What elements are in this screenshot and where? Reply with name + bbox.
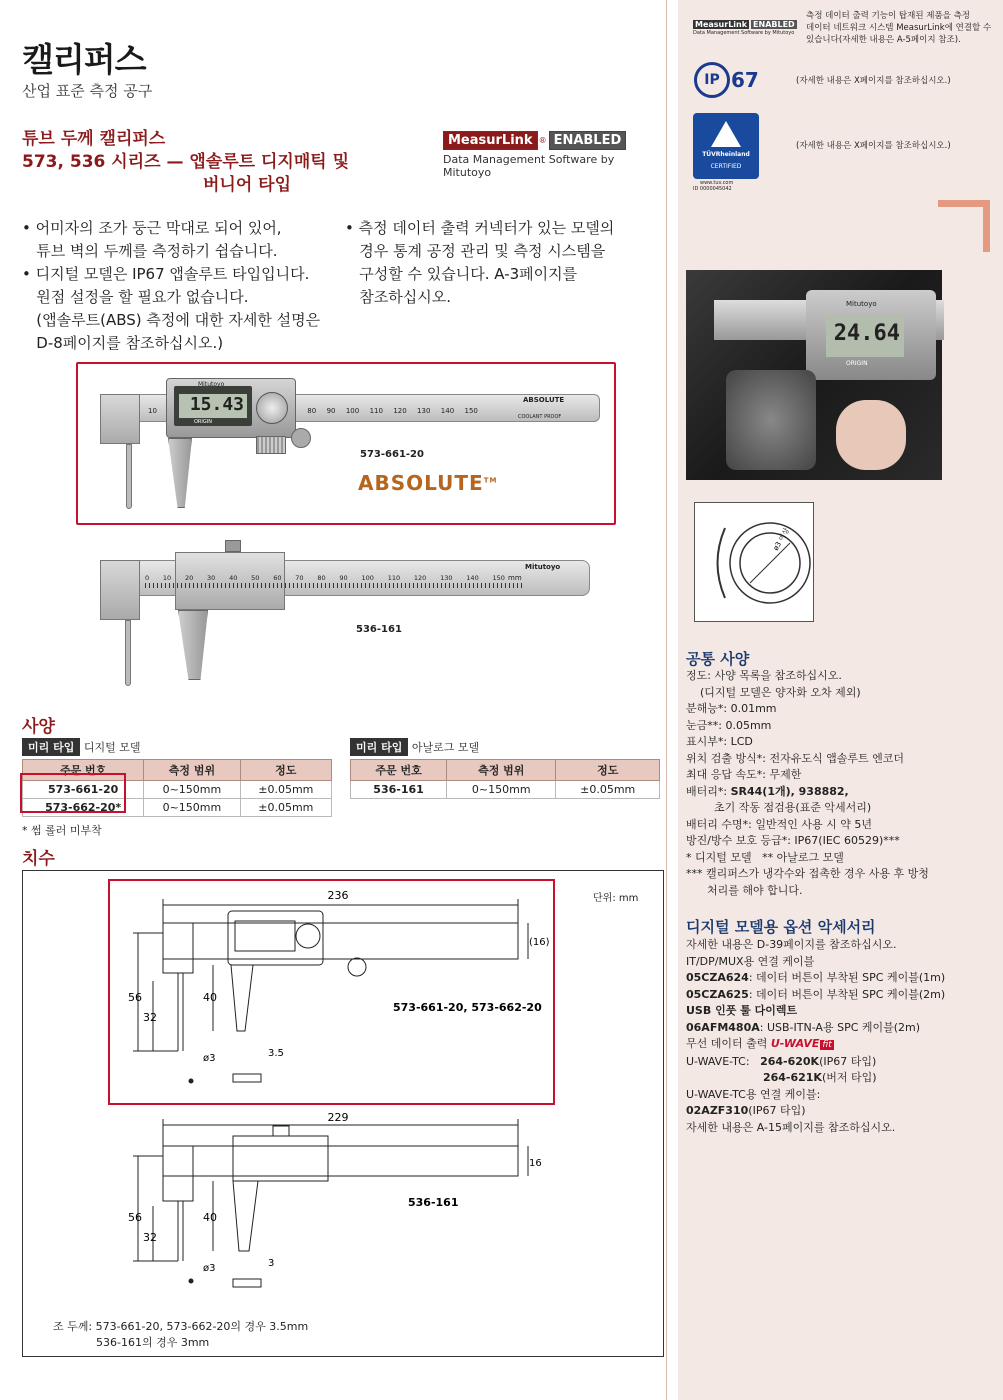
desc-line: 데이터 네트워크 시스템 MeasurLink에 연결할 수 <box>806 23 992 33</box>
sidebar-measurlink-logo <box>693 20 798 36</box>
acc-code: 05CZA624 <box>686 971 749 984</box>
spec-line <box>686 800 998 817</box>
dim-height-32: 32 <box>143 1231 157 1244</box>
list-item: (앱솔루트(ABS) 측정에 대한 자세한 설명은 <box>22 311 321 329</box>
dim-length: 236 <box>327 889 349 902</box>
dim-height-16: 16 <box>529 1158 542 1169</box>
list-item: 경우 통계 공정 관리 및 측정 시스템을 <box>345 242 606 260</box>
scale-tick: 70 <box>295 574 304 582</box>
acc-line <box>686 1103 998 1120</box>
accessories-list <box>686 937 998 1136</box>
acc-line <box>686 1070 998 1087</box>
list-item: • 측정 데이터 출력 커넥터가 있는 모델의 <box>345 219 615 237</box>
type-tag: 미리 타입 <box>22 738 80 756</box>
photo-brand: Mitutoyo <box>846 300 877 308</box>
scale-tick: 130 <box>417 407 431 415</box>
diagram-label: ø3 이상 <box>771 526 791 552</box>
scale-tick: 10 <box>148 407 157 415</box>
drawing-caption: 536-161 <box>408 1196 459 1209</box>
absolute-logo <box>358 471 497 495</box>
accessories-heading: 디지털 모델용 옵션 악세서리 <box>686 918 876 936</box>
scale-tick: 130 <box>440 574 453 582</box>
spec-text: 위치 검출 방식*: 전자유도식 앱솔루트 엔코더 <box>686 751 904 765</box>
spec-bold: SR44(1개), 938882, <box>730 784 849 798</box>
list-item: D-8페이지를 참조하십시오.) <box>22 334 224 352</box>
list-item: 원점 설정을 할 필요가 없습니다. <box>22 288 249 306</box>
acc-code: 264-621K <box>762 1071 822 1084</box>
measurlink-word: MeasurLink <box>443 131 538 150</box>
acc-line <box>686 970 998 987</box>
product-title-line3: 버니어 타입 <box>203 175 292 195</box>
page-subtitle: 산업 표준 측정 공구 <box>22 82 153 100</box>
acc-text: : 데이터 버튼이 부착된 SPC 케이블(1m) <box>748 971 946 984</box>
lcd-display: 15.43 <box>179 394 247 418</box>
common-specs-list <box>686 668 998 899</box>
scale-tick: 20 <box>184 574 194 582</box>
range-cell: 0~150mm <box>144 781 240 799</box>
scale-tick: 150 <box>464 407 478 415</box>
acc-text: 무선 데이터 출력 <box>686 1037 771 1050</box>
analog-spec-table <box>350 759 660 799</box>
spec-line <box>686 751 998 768</box>
spec-text: 초기 작동 점검용(표준 악세서리) <box>686 801 872 814</box>
scale-graduation <box>145 583 525 588</box>
column-header: 주문 번호 <box>351 760 447 781</box>
tuv-url: www.tuv.com <box>700 180 734 186</box>
tuv-id: ID 0000045042 <box>693 186 732 192</box>
dim-height-32: 32 <box>143 1011 157 1024</box>
column-header: 정도 <box>240 760 331 781</box>
type-label: 아날로그 모델 <box>411 741 480 754</box>
spec-line <box>686 718 998 735</box>
product-title <box>22 128 422 197</box>
vernier-dimension-drawing <box>123 1111 543 1311</box>
scale-tick: 100 <box>345 407 360 415</box>
trademark: TM <box>483 476 498 485</box>
acc-text: (버저 타입) <box>821 1071 877 1084</box>
usage-photo <box>686 270 942 480</box>
vernier-caliper-photo <box>100 538 600 688</box>
scale-tick: 120 <box>413 574 427 582</box>
ip-number: 67 <box>731 68 759 92</box>
ip-desc: (자세한 내용은 X페이지를 참조하십시오.) <box>796 76 951 86</box>
scale-tick: 30 <box>207 574 216 582</box>
spec-text: * 디지털 모델 ** 아날로그 모델 <box>686 850 844 864</box>
absolute-logo-text: ABSOLUTE <box>358 471 484 495</box>
dim-thickness: 3 <box>268 1258 275 1269</box>
dim-height-16: (16) <box>529 937 550 948</box>
acc-line <box>686 1003 998 1020</box>
uwave-logo: U-WAVE <box>770 1037 820 1050</box>
moving-jaw <box>178 610 208 680</box>
dim-thickness: 3.5 <box>268 1048 284 1059</box>
measurlink-desc <box>806 10 996 46</box>
acc-text: 자세한 내용은 A-15페이지를 참조하십시오. <box>686 1120 896 1134</box>
unit-label: 단위: mm <box>593 893 639 904</box>
highlight-box <box>20 773 126 813</box>
dimensions-heading: 치수 <box>22 849 55 869</box>
spec-line <box>686 883 998 900</box>
dimension-drawing-panel <box>22 870 664 1357</box>
acc-text: IT/DP/MUX용 연결 케이블 <box>686 954 815 968</box>
dim-height-40: 40 <box>203 1211 217 1224</box>
list-item: 구성할 수 있습니다. A-3페이지를 <box>345 265 578 283</box>
product-title-line1: 튜브 두께 캘리퍼스 <box>22 129 166 149</box>
scale-tick: 40 <box>229 574 238 582</box>
spec-text: 눈금**: 0.05mm <box>686 718 772 732</box>
beam-absolute-label: ABSOLUTE <box>523 396 565 404</box>
desc-line: 있습니다(자세한 내용은 A-5페이지 참조). <box>806 35 961 45</box>
order-number: 573-661-20 <box>23 781 144 799</box>
corner-bracket <box>938 200 990 252</box>
spec-text: (디지털 모델은 양자화 오차 제외) <box>686 685 861 699</box>
list-item: 튜브 벽의 두께를 측정하기 쉽습니다. <box>22 242 278 260</box>
dimension-note: 조 두께: 573-661-20, 573-662-20의 경우 3.5mm <box>53 1320 309 1333</box>
range-cell: 0~150mm <box>144 799 240 817</box>
acc-text: U-WAVE-TC용 연결 케이블: <box>686 1087 821 1101</box>
spec-line <box>686 685 998 702</box>
tube-measure-diagram <box>694 502 814 622</box>
dim-length: 229 <box>327 1111 349 1124</box>
spec-footnote: * 썸 롤러 미부착 <box>22 824 102 837</box>
spec-text: 표시부*: LCD <box>686 735 753 748</box>
digital-caliper-photo <box>76 362 616 525</box>
divider-line <box>666 0 667 1400</box>
scale-tick: 150 <box>492 574 505 582</box>
acc-line <box>686 1020 998 1037</box>
analog-spec-block <box>350 738 650 799</box>
order-number: 536-161 <box>351 781 447 799</box>
spec-line <box>686 833 998 850</box>
photo-origin: ORIGIN <box>846 360 868 367</box>
accuracy-cell: ±0.05mm <box>240 781 331 799</box>
ip-circle: IP <box>694 62 730 98</box>
acc-line <box>686 1087 998 1104</box>
scale-tick: 90 <box>326 407 336 415</box>
column-header: 정도 <box>556 760 660 781</box>
common-specs-heading: 공통 사양 <box>686 650 750 668</box>
acc-code: 264-620K <box>760 1054 820 1068</box>
dim-height-40: 40 <box>203 991 217 1004</box>
photo-tube <box>726 370 816 470</box>
dim-height-56: 56 <box>128 991 142 1004</box>
rod-jaw <box>125 620 131 686</box>
scale-tick: 50 <box>251 574 260 582</box>
list-item: • 디지털 모델은 IP67 앱솔루트 타입입니다. <box>22 265 310 283</box>
spec-line <box>686 767 998 784</box>
uwave-fit-logo: fit <box>822 1040 832 1050</box>
acc-line <box>686 1036 998 1054</box>
tuv-brand: TÜVRheinland <box>702 151 750 158</box>
spec-text: 배터리 수명*: 일반적인 사용 시 약 5년 <box>686 817 872 831</box>
measurlink-subtitle: Data Management Software by Mitutoyo <box>693 30 795 36</box>
spec-line <box>686 850 998 867</box>
scale-tick: 120 <box>393 407 407 415</box>
product-title-line2: 573, 536 시리즈 — 앱솔루트 디지매틱 및 <box>22 152 350 172</box>
desc-line: 측정 데이터 출력 기능이 탑재된 제품을 측정 <box>806 11 971 21</box>
moving-jaw <box>168 438 192 508</box>
acc-line <box>686 954 998 971</box>
acc-code: 02AZF310 <box>686 1104 749 1117</box>
thumb-roller <box>256 436 286 454</box>
dim-height-56: 56 <box>128 1211 142 1224</box>
acc-line <box>686 937 998 954</box>
spec-text: 정도: 사양 목록을 참조하십시오. <box>686 669 842 682</box>
spec-line <box>686 668 998 685</box>
table-header-row <box>351 760 660 781</box>
tuv-certified: CERTIFIED <box>710 163 742 170</box>
spec-line <box>686 701 998 718</box>
dimension-note: 536-161의 경우 3mm <box>96 1336 210 1349</box>
column-header: 측정 범위 <box>144 760 240 781</box>
acc-code: 05CZA625 <box>686 987 749 1001</box>
list-item: 참조하십시오. <box>345 288 452 306</box>
order-number: 573-662-20* <box>23 799 144 817</box>
acc-text: U-WAVE-TC: <box>686 1054 761 1068</box>
column-header: 측정 범위 <box>447 760 556 781</box>
spec-line <box>686 866 998 883</box>
acc-text: (IP67 타입) <box>748 1104 806 1117</box>
fixed-jaw <box>100 560 140 620</box>
spec-text: 처리를 해야 합니다. <box>686 883 803 897</box>
acc-text: 자세한 내용은 D-39페이지를 참조하십시오. <box>686 938 897 951</box>
ip67-badge <box>694 61 762 99</box>
spec-text: 배터리*: <box>686 784 731 798</box>
brand-label: Mitutoyo <box>198 381 225 388</box>
tuv-badge <box>693 113 759 179</box>
tuv-triangle-icon <box>711 121 741 147</box>
scale-tick: 110 <box>387 574 401 582</box>
table-row <box>351 781 660 799</box>
scale-tick: 100 <box>361 574 374 582</box>
scale-tick: 60 <box>273 574 282 582</box>
feature-list-right <box>345 217 655 309</box>
digital-dimension-drawing <box>123 881 550 1101</box>
scale-tick: 10 <box>162 574 172 582</box>
measurlink-word: MeasurLink <box>695 20 748 29</box>
scale-tick: 80 <box>307 407 317 415</box>
range-cell: 0~150mm <box>447 781 556 799</box>
dim-diameter: ø3 <box>203 1263 216 1274</box>
scale-tick: 0 <box>145 574 150 582</box>
photo-caption: 536-161 <box>356 624 402 635</box>
brand-label: Mitutoyo <box>525 563 561 571</box>
origin-label: ORIGIN <box>194 419 212 425</box>
specs-heading: 사양 <box>22 717 55 737</box>
fixed-jaw <box>100 394 140 444</box>
scale-tick: 80 <box>317 574 326 582</box>
scale-unit: mm <box>508 574 522 582</box>
spec-line <box>686 817 998 834</box>
tube-diagram-svg <box>695 503 815 623</box>
acc-text: (IP67 타입) <box>819 1054 877 1068</box>
photo-caption: 573-661-20 <box>360 449 424 460</box>
spec-text: *** 캘리퍼스가 냉각수와 접촉한 경우 사용 후 방청 <box>686 867 929 880</box>
acc-text <box>686 1071 763 1084</box>
acc-line <box>686 1120 998 1137</box>
dial-knob <box>256 392 288 424</box>
measurlink-enabled: ENABLED <box>549 131 627 150</box>
digital-spec-block <box>22 738 322 838</box>
acc-code: USB 인풋 툴 다이렉트 <box>686 1004 798 1017</box>
measurlink-logo: MeasurLink ® ENABLED Data Management Software by Mitutoyo <box>443 131 663 179</box>
tuv-desc: (자세한 내용은 X페이지를 참조하십시오.) <box>796 141 951 151</box>
type-label: 디지털 모델 <box>83 741 141 754</box>
measurlink-enabled: ENABLED <box>753 20 795 29</box>
page-title: 캘리퍼스 <box>22 40 146 79</box>
column-header: 주문 번호 <box>23 760 144 781</box>
acc-code: 06AFM480A <box>686 1020 760 1034</box>
acc-text: : USB-ITN-A용 SPC 케이블(2m) <box>759 1020 921 1034</box>
acc-line <box>686 1054 998 1071</box>
roller-knob <box>291 428 311 448</box>
photo-hand <box>836 400 906 470</box>
spec-text: 방진/방수 보호 등급*: IP67(IEC 60529)*** <box>686 834 900 847</box>
type-tag: 미리 타입 <box>350 738 408 756</box>
scale-tick: 140 <box>466 574 479 582</box>
photo-lcd: 24.64 <box>826 315 904 357</box>
spec-text: 최대 응답 속도*: 무제한 <box>686 768 802 781</box>
spec-text: 분해능*: 0.01mm <box>686 702 777 715</box>
scale-tick: 140 <box>440 407 455 415</box>
acc-text: : 데이터 버튼이 부착된 SPC 케이블(2m) <box>748 987 946 1001</box>
spec-line <box>686 784 998 801</box>
coolant-label: COOLANT PROOF <box>518 414 562 420</box>
dim-diameter: ø3 <box>203 1053 216 1064</box>
list-item: • 어미자의 조가 둥근 막대로 되어 있어, <box>22 219 282 237</box>
spec-line <box>686 734 998 751</box>
feature-list-left <box>22 217 342 355</box>
accuracy-cell: ±0.05mm <box>556 781 660 799</box>
measurlink-subtitle: Data Management Software by Mitutoyo <box>443 153 615 179</box>
scale-tick: 110 <box>369 407 383 415</box>
drawing-caption: 573-661-20, 573-662-20 <box>393 1001 542 1014</box>
lock-screw <box>225 540 241 552</box>
acc-line <box>686 987 998 1004</box>
accuracy-cell: ±0.05mm <box>240 799 331 817</box>
rod-jaw <box>126 444 132 509</box>
scale-tick: 90 <box>339 574 348 582</box>
